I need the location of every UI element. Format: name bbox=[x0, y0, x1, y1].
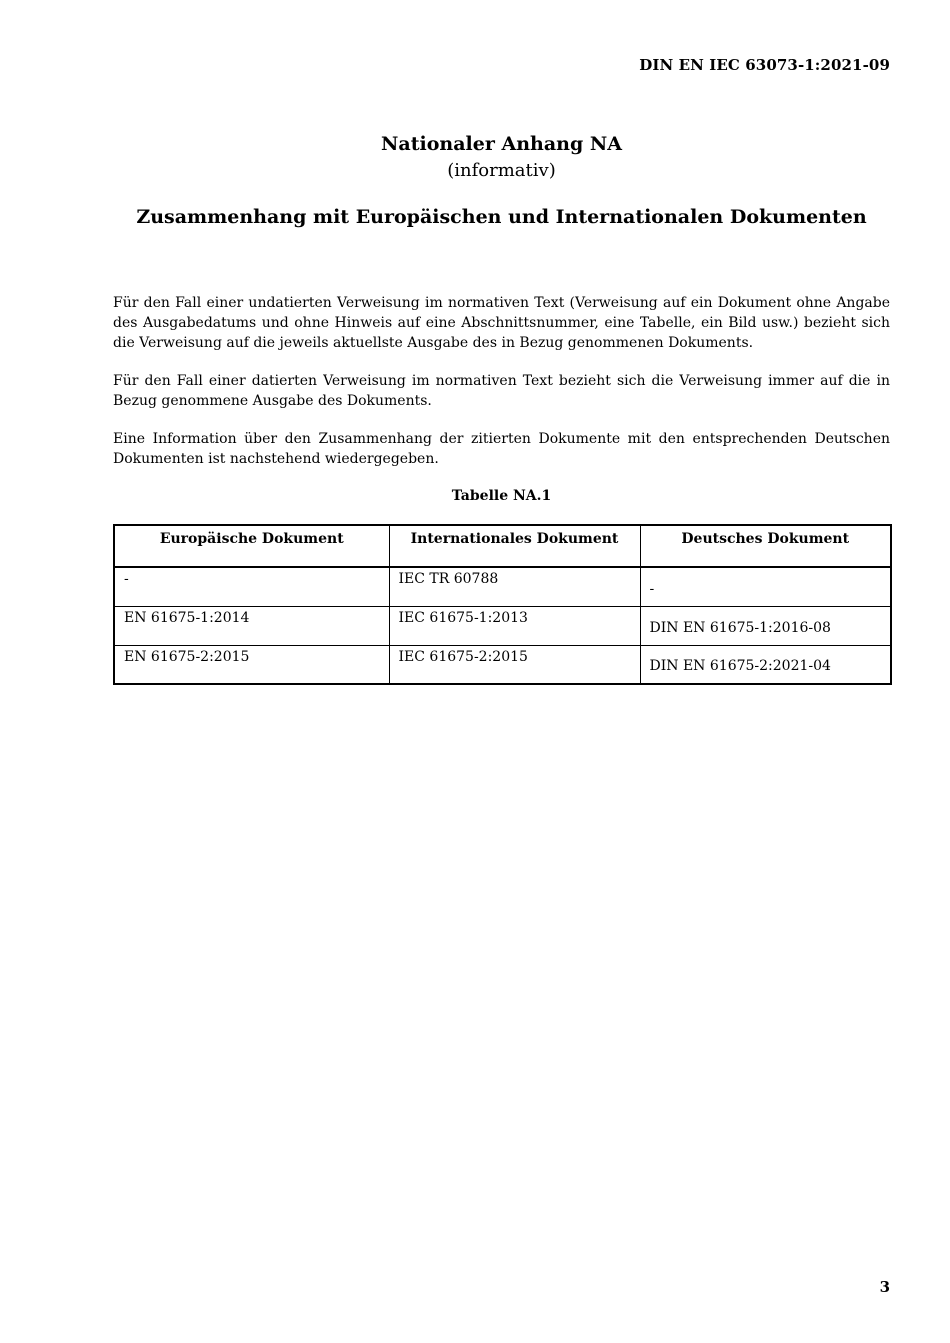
paragraph-undated-reference: Für den Fall einer undatierten Verweisung im normativen Text (Verweisung auf ein Dokument ohne Angabe des Ausgabedatums und ohne Hinweis auf eine Abschnittsnummer, eine Tabelle, ein Bild usw.) bezieht sich die Verweisung auf die jeweils aktuellste Ausgabe des in Bezug genommenen Dokuments. bbox=[113, 295, 890, 351]
paragraph-information: Eine Information über den Zusammenhang der zitierten Dokumente mit den entsprechenden Deutschen Dokumenten ist nachstehend wiedergegeben. bbox=[113, 431, 890, 467]
header-german-document: Deutsches Dokument bbox=[640, 525, 891, 567]
annex-subtitle: (informativ) bbox=[447, 160, 556, 181]
section-heading: Zusammenhang mit Europäischen und Internationalen Dokumenten bbox=[136, 206, 867, 228]
annex-title: Nationaler Anhang NA bbox=[381, 133, 622, 155]
header-international-document: Internationales Dokument bbox=[389, 525, 640, 567]
cell-german: DIN EN 61675-2:2021-04 bbox=[640, 645, 891, 684]
cell-european: - bbox=[114, 567, 389, 606]
cell-european: EN 61675-2:2015 bbox=[114, 645, 389, 684]
paragraph-dated-reference: Für den Fall einer datierten Verweisung im normativen Text bezieht sich die Verweisung immer auf die in Bezug genommene Ausgabe des Dokuments. bbox=[113, 373, 890, 409]
cell-german: DIN EN 61675-1:2016-08 bbox=[640, 606, 891, 645]
document-id: DIN EN IEC 63073-1:2021-09 bbox=[639, 56, 890, 74]
cell-european: EN 61675-1:2014 bbox=[114, 606, 389, 645]
cell-international: IEC 61675-1:2013 bbox=[389, 606, 640, 645]
table-row bbox=[114, 645, 891, 684]
header-european-document: Europäische Dokument bbox=[114, 525, 389, 567]
cell-international: IEC TR 60788 bbox=[389, 567, 640, 606]
table-header-row bbox=[114, 525, 891, 567]
cell-german: - bbox=[640, 567, 891, 606]
cell-international: IEC 61675-2:2015 bbox=[389, 645, 640, 684]
table-caption: Tabelle NA.1 bbox=[451, 488, 552, 504]
page-number: 3 bbox=[879, 1278, 890, 1296]
reference-table bbox=[113, 524, 892, 685]
table-row bbox=[114, 567, 891, 606]
table-row bbox=[114, 606, 891, 645]
